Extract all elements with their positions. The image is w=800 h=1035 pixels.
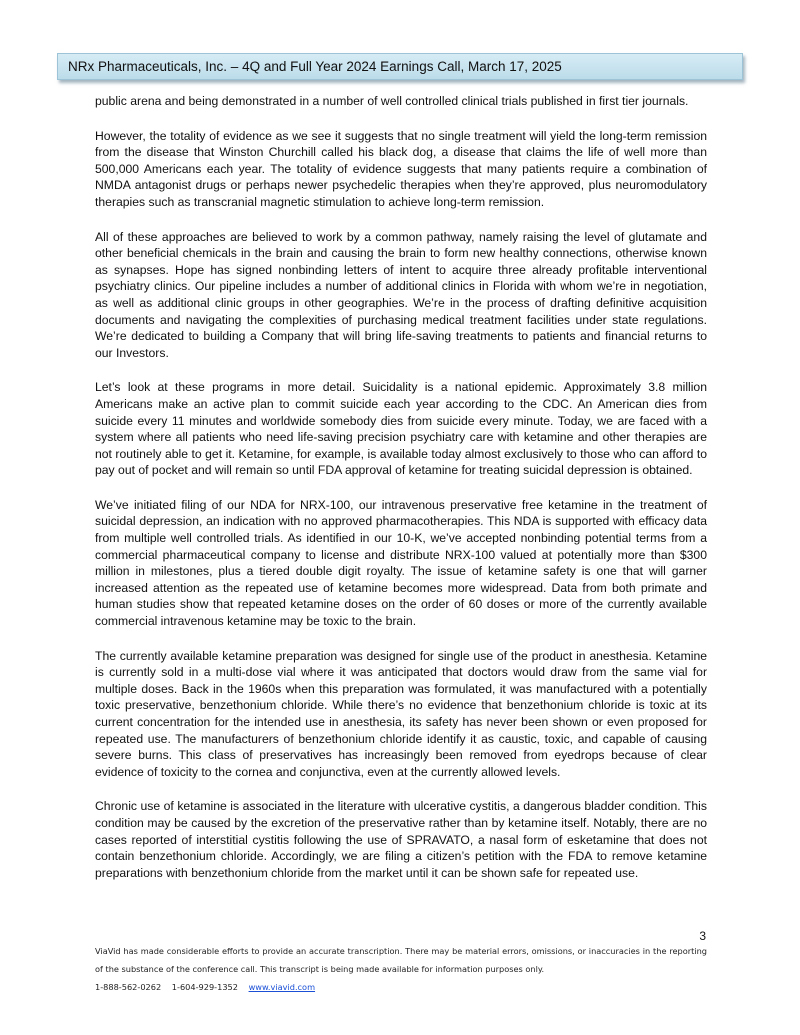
paragraph: All of these approaches are believed to work by a common pathway, namely raising the level of glutamate and other beneficial chemicals in the brain and causing the brain to form new healthy connections, otherwise known as synapses. Hope has signed nonbinding letters of intent to acquire three already profitable interventional psychiatry clinics. Our pipeline includes a number of additional clinics in Florida with whom we’re in negotiation, as well as additional clinic groups in other geographies. We’re in the process of drafting definitive acquisition documents and navigating the complexities of purchasing medical treatment facilities under state regulations. We’re dedicated to building a Company that will bring life-saving treatments to patients and financial returns to our Investors. xyxy=(95,229,707,360)
paragraph: However, the totality of evidence as we see it suggests that no single treatment will yield the long-term remission from the disease that Winston Churchill called his black dog, a disease that claims the life of well more than 500,000 Americans each year. The totality of evidence suggests that many patients require a combination of NMDA antagonist drugs or perhaps newer psychedelic therapies when they’re approved, plus neuromodulatory therapies such as transcranial magnetic stimulation to achieve long-term remission. xyxy=(95,128,707,209)
viavid-link[interactable]: www.viavid.com xyxy=(248,982,316,992)
page-number: 3 xyxy=(699,929,706,943)
footer-disclaimer: ViaVid has made considerable efforts to provide an accurate transcription. There may be material errors, omissions, or inaccuracies in the reporting of the substance of the conference call. This transcript is being made available for information purposes only. xyxy=(95,946,707,974)
phone-number-2: 1-604-929-1352 xyxy=(171,982,238,992)
footer xyxy=(95,942,707,996)
header-banner xyxy=(57,53,743,80)
phone-number-1: 1-888-562-0262 xyxy=(95,982,162,992)
paragraph: public arena and being demonstrated in a number of well controlled clinical trials published in first tier journals. xyxy=(95,94,689,108)
document-title: NRx Pharmaceuticals, Inc. – 4Q and Full Year 2024 Earnings Call, March 17, 2025 xyxy=(68,59,562,74)
transcript-body xyxy=(95,93,707,899)
paragraph: Let’s look at these programs in more detail. Suicidality is a national epidemic. Approximately 3.8 million Americans make an active plan to commit suicide each year according to the CDC. An American dies from suicide every 11 minutes and worldwide somebody dies from suicide every minute. Today, we are faced with a system where all patients who need life-saving precision psychiatry care with ketamine and other therapies are not routinely able to get it. Ketamine, for example, is available today almost exclusively to those who can afford to pay out of pocket and will remain so until FDA approval of ketamine for treating suicidal depression is obtained. xyxy=(95,380,707,478)
footer-contact xyxy=(95,978,707,996)
paragraph: We’ve initiated filing of our NDA for NRX-100, our intravenous preservative free ketamine in the treatment of suicidal depression, an indication with no approved pharmacotherapies. This NDA is supported with efficacy data from multiple well controlled trials. As identified in our 10-K, we’ve accepted nonbinding potential terms from a commercial pharmaceutical company to license and distribute NRX-100 valued at potentially more than $300 million in milestones, plus a tiered double digit royalty. The issue of ketamine safety is one that will garner increased attention as the repeated use of ketamine becomes more widespread. Data from both primate and human studies show that repeated ketamine doses on the order of 60 doses or more of the currently available commercial intravenous ketamine may be toxic to the brain. xyxy=(95,497,707,629)
paragraph: Chronic use of ketamine is associated in the literature with ulcerative cystitis, a dangerous bladder condition. This condition may be caused by the excretion of the preservative rather than by ketamine itself. Notably, there are no cases reported of interstitial cystitis following the use of SPRAVATO, a nasal form of esketamine that does not contain benzethonium chloride. Accordingly, we are filing a citizen’s petition with the FDA to remove ketamine preparations with benzethonium chloride from the market until it can be shown safe for repeated use. xyxy=(95,799,707,880)
paragraph: The currently available ketamine preparation was designed for single use of the product in anesthesia. Ketamine is currently sold in a multi-dose vial where it was anticipated that doctors would draw from the same vial for multiple doses. Back in the 1960s when this preparation was formulated, it was manufactured with a potentially toxic preservative, benzethonium chloride. While there’s no evidence that benzethonium chloride is toxic at its current concentration for the intended use in anesthesia, its safety has never been shown or even proposed for repeated use. The manufacturers of benzethonium chloride identify it as caustic, toxic, and capable of causing severe burns. This class of preservatives has increasingly been removed from eyedrops because of clear evidence of toxicity to the cornea and conjunctiva, even at the currently allowed levels. xyxy=(95,648,707,779)
